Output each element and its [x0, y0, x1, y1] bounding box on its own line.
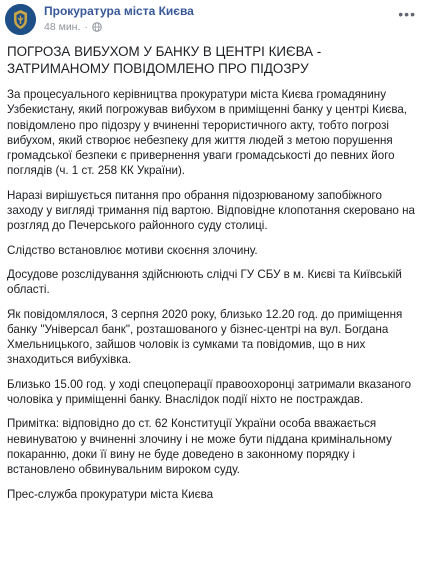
post-paragraph: За процесуального керівництва прокуратури міста Києва громадянину Узбекистану, який погрожував вибухом в приміщенні банку у центрі Києва, повідомлено про підозру у вчиненні терористичного акту, тобто погрозі вибухом, який створює небезпеку для життя людей з метою порушення громадської безпеки є привернення уваги громадськості до певних його поглядів (ч. 1 ст. 258 КК України).: [7, 88, 408, 178]
prosecutor-emblem-icon: [5, 4, 36, 35]
globe-icon: [92, 22, 102, 32]
post-timestamp[interactable]: 48 мин.: [44, 21, 81, 33]
post-headline: ПОГРОЗА ВИБУХОМ У БАНКУ В ЦЕНТРІ КИЄВА - ЗАТРИМАНОМУ ПОВІДОМЛЕНО ПРО ПІДОЗРУ: [7, 44, 322, 76]
post-paragraph: Наразі вирішується питання про обрання підозрюваному запобіжного заходу у вигляді тримання під вартою. Відповідне клопотання скеровано на розгляд до Печерського районного суду столиці.: [7, 188, 415, 233]
post-signature: Прес-служба прокуратури міста Києва: [7, 487, 214, 501]
post-meta: [44, 21, 102, 33]
post-paragraph: Близько 15.00 год. у ході спецоперації правоохоронці затримали вказаного чоловіка у приміщенні банку. Внаслідок події ніхто не постраждав.: [7, 377, 412, 407]
meta-separator: ·: [84, 21, 88, 33]
post-paragraph: Як повідомлялося, 3 серпня 2020 року, близько 12.20 год. до приміщення банку "Універсал банк", розташованого у бізнес-центрі на вул. Богдана Хмельницького, зайшов чоловік із сумками та повідомив, що в них знаходиться вибухівка.: [7, 307, 403, 367]
more-options-icon[interactable]: •••: [398, 6, 416, 22]
post-paragraph: Примітка: відповідно до ст. 62 Конституції України особа вважається невинуватою у вчиненні злочину і не може бути піддана кримінальному покаранню, доки її вину не буде доведено в законному порядку і встановлено обвинувальним вироком суду.: [7, 417, 392, 477]
post-paragraph: Досудове розслідування здійснюють слідчі ГУ СБУ в м. Києві та Київській області.: [7, 267, 402, 297]
post-content: [7, 43, 419, 511]
post-paragraph: Слідство встановлює мотиви скоєння злочину.: [7, 243, 258, 257]
page-name-link[interactable]: Прокуратура міста Києва: [44, 4, 194, 18]
post-header: [0, 0, 426, 40]
page-avatar[interactable]: [5, 4, 36, 35]
